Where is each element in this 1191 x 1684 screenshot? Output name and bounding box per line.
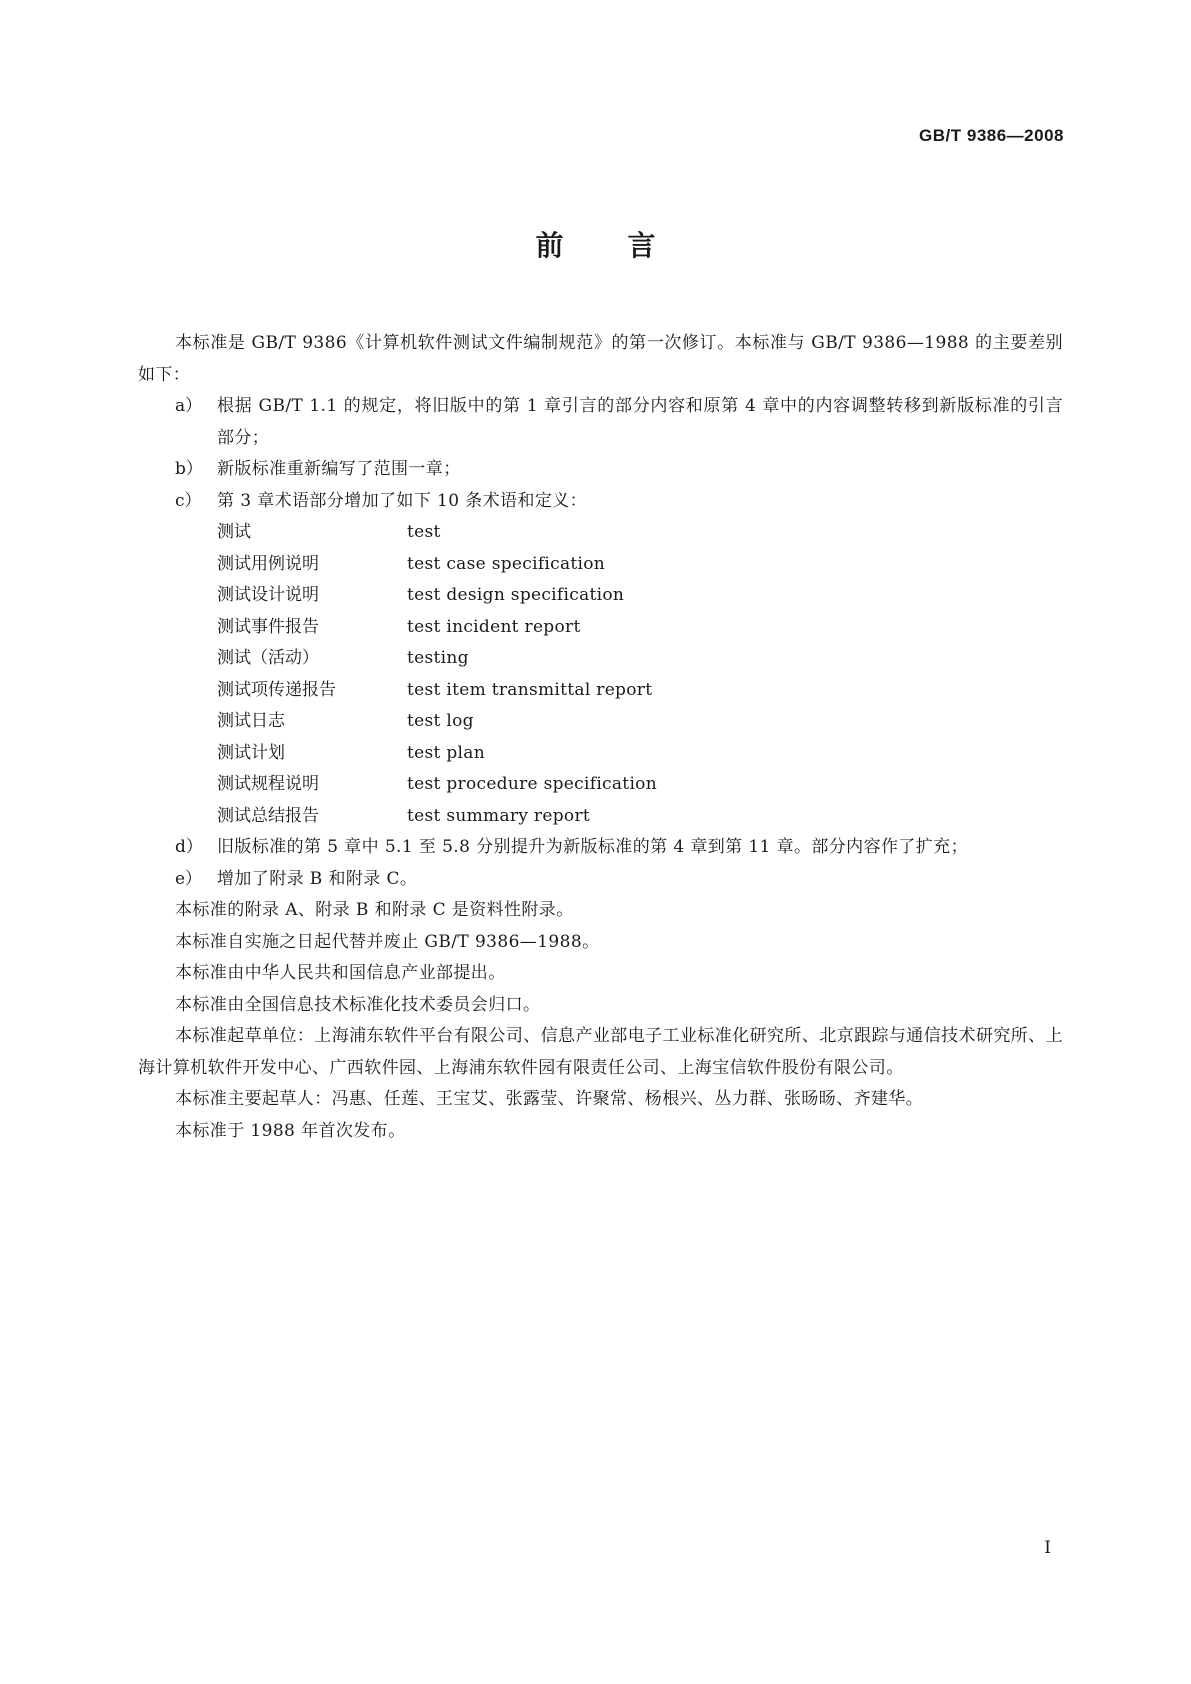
foreword-body xyxy=(138,328,1063,1147)
page-number: I xyxy=(1044,1538,1051,1558)
term-chinese: 测试项传递报告 xyxy=(217,679,336,700)
term-english: test case specification xyxy=(407,553,606,574)
list-text: 第 3 章术语部分增加了如下 10 条术语和定义： xyxy=(217,490,588,511)
term-row xyxy=(217,643,1063,675)
list-text: 增加了附录 B 和附录 C。 xyxy=(217,868,418,889)
list-marker: d） xyxy=(175,837,203,857)
term-english: test item transmittal report xyxy=(407,679,653,700)
term-english: test log xyxy=(407,711,474,731)
terms-list xyxy=(217,517,1063,832)
paragraph-drafting-units: 本标准起草单位：上海浦东软件平台有限公司、信息产业部电子工业标准化研究所、北京跟踪与通信技术研究所、上海计算机软件开发中心、广西软件园、上海浦东软件园有限责任公司、上海宝信软件股份有限公司。 xyxy=(138,1026,1063,1078)
term-row xyxy=(217,801,1063,833)
page-title-char-2: 言 xyxy=(627,229,656,262)
term-english: test xyxy=(407,522,441,542)
list-item-b xyxy=(138,454,1063,486)
term-english: test procedure specification xyxy=(407,774,657,794)
term-chinese: 测试 xyxy=(217,522,251,542)
list-text: 新版标准重新编写了范围一章； xyxy=(217,459,461,479)
list-item-c xyxy=(138,486,1063,518)
list-item-e xyxy=(138,864,1063,896)
paragraph-proposer: 本标准由中华人民共和国信息产业部提出。 xyxy=(175,963,506,983)
standard-number: GB/T 9386—2008 xyxy=(919,126,1064,145)
term-english: test summary report xyxy=(407,805,590,826)
list-text: 旧版标准的第 5 章中 5.1 至 5.8 分别提升为新版标准的第 4 章到第 11 章。部分内容作了扩充； xyxy=(217,837,968,857)
term-chinese: 测试规程说明 xyxy=(217,774,319,794)
term-row xyxy=(217,706,1063,738)
term-row xyxy=(217,580,1063,612)
page-title-char-1: 前 xyxy=(535,229,564,262)
paragraph-first-release: 本标准于 1988 年首次发布。 xyxy=(175,1120,406,1141)
list-marker: a） xyxy=(175,396,203,416)
term-chinese: 测试计划 xyxy=(217,742,285,763)
term-row xyxy=(217,549,1063,581)
term-row xyxy=(217,738,1063,770)
term-chinese: 测试（活动） xyxy=(217,648,319,668)
term-chinese: 测试总结报告 xyxy=(217,805,319,826)
term-row xyxy=(217,517,1063,549)
intro-paragraph: 本标准是 GB/T 9386《计算机软件测试文件编制规范》的第一次修订。本标准与 GB/T 9386—1988 的主要差别如下： xyxy=(138,333,1063,385)
list-item-d xyxy=(138,832,1063,864)
page-title xyxy=(0,224,1191,264)
term-chinese: 测试设计说明 xyxy=(217,585,319,605)
term-chinese: 测试事件报告 xyxy=(217,616,319,637)
paragraph-replacement: 本标准自实施之日起代替并废止 GB/T 9386—1988。 xyxy=(175,931,600,952)
list-text: 根据 GB/T 1.1 的规定，将旧版中的第 1 章引言的部分内容和原第 4 章中的内容调整转移到新版标准的引言部分； xyxy=(217,396,1063,448)
term-chinese: 测试用例说明 xyxy=(217,553,319,574)
term-english: test plan xyxy=(407,742,485,763)
list-marker: e） xyxy=(175,868,203,889)
term-chinese: 测试日志 xyxy=(217,711,285,731)
term-row xyxy=(217,612,1063,644)
paragraph-appendix: 本标准的附录 A、附录 B 和附录 C 是资料性附录。 xyxy=(175,900,574,920)
term-english: test incident report xyxy=(407,616,581,637)
list-marker: b） xyxy=(175,459,203,479)
list-marker: c） xyxy=(175,490,202,511)
list-item-a xyxy=(138,391,1063,454)
paragraph-committee: 本标准由全国信息技术标准化技术委员会归口。 xyxy=(175,994,541,1015)
paragraph-drafters: 本标准主要起草人：冯惠、任莲、王宝艾、张露莹、许聚常、杨根兴、丛力群、张旸旸、齐建华。 xyxy=(175,1089,924,1109)
term-english: test design specification xyxy=(407,585,625,605)
term-english: testing xyxy=(407,648,469,668)
term-row xyxy=(217,769,1063,801)
term-row xyxy=(217,675,1063,707)
